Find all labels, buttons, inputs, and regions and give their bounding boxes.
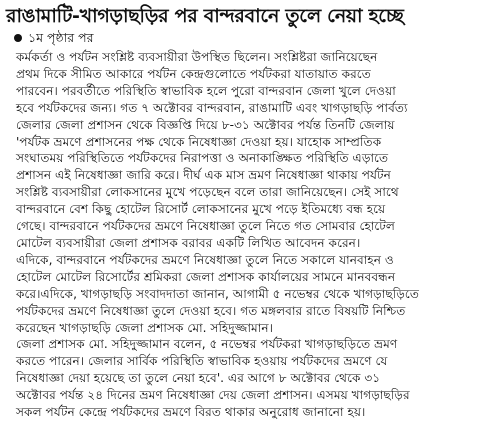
paragraph-2	[6, 252, 473, 337]
paragraph-line: করেছেন খাগড়াছড়ি জেলা প্রশাসক মো. সহিদুজ্জামান।	[16, 320, 273, 335]
paragraph-line: হোটেল মোটেল রিসোর্টের শ্রমিকরা জেলা প্রশাসক কার্যালয়ের সামনে মানববন্ধন	[16, 269, 396, 284]
paragraph-line: জেলা প্রশাসক মো. সহিদুজ্জামান বলেন, ৫ নভেম্বর পর্যটকরা খাগড়াছড়িতে ভ্রমণ	[16, 337, 398, 352]
bullet-icon	[14, 34, 22, 42]
continued-from-label: ১ম পৃষ্ঠার পর	[28, 30, 94, 45]
paragraph-line: কর্মকর্তা ও পর্যটন সংশ্লিষ্ট ব্যবসায়ীরা উপস্থিত ছিলেন। সংশ্লিষ্টরা জানিয়েছেন	[16, 50, 378, 64]
paragraph-line: 'পর্যটক ভ্রমণে প্রশাসনের পক্ষ থেকে নিষেধাজ্ঞা দেওয়া হয়। যাহোক সাম্প্রতিক	[16, 134, 382, 149]
paragraph-line: বান্দরবানে বেশ কিছু হোটেল রিসোর্ট লোকসানের মুখে পড়ে ইতিমধ্যে বন্ধ হয়ে	[16, 202, 386, 217]
paragraph-line: গেছে। বান্দরবানে পর্যটকদের ভ্রমণে নিষেধাজ্ঞা তুলে নিতে গত সোমবার হোটেল	[16, 219, 395, 234]
paragraph-line: মোটেল ব্যবসায়ীরা জেলা প্রশাসক বরাবর একটি লিখিত আবেদন করেন।	[16, 235, 361, 250]
paragraph-line: অক্টোবর পর্যন্ত ২৪ দিনের ভ্রমণ নিষেধাজ্ঞা দেয় জেলা প্রশাসন। এসময় খাগড়াছড়ির	[16, 388, 410, 403]
paragraph-line: সকল পর্যটন কেন্দ্রে পর্যটকদের ভ্রমণে বিরত থাকার অনুরোধ জানানো হয়।	[16, 405, 366, 420]
paragraph-line: নিষেধাজ্ঞা দেয়া হয়েছে তা তুলে নেয়া হবে'. এর আগে ৮ অক্টোবর থেকে ৩১	[16, 371, 381, 386]
paragraph-line: হবে পর্যটকদের জন্য। গত ৭ অক্টোবর বান্দরবান, রাঙামাটি এবং খাগড়াছড়ি পার্বত্য	[16, 100, 408, 115]
headline: রাঙামাটি-খাগড়াছড়ির পর বান্দরবানে তুলে নেয়া হচ্ছে	[6, 5, 404, 27]
paragraph-line: এদিকে, বান্দরবানে পর্যটকদের ভ্রমণে নিষেধাজ্ঞা তুলে নিতে সকালে যানবাহন ও	[16, 252, 394, 267]
paragraph-line: পর্যটকদের ভ্রমণে নিষেধাজ্ঞা তুলে দেওয়া হবে। গত মঙ্গলবার রাতে বিষয়টি নিশ্চিত	[16, 303, 406, 318]
paragraph-line: প্রশাসন এই নিষেধাজ্ঞা জারি করে। দীর্ঘ এক মাস ভ্রমণ নিষেধাজ্ঞা থাকায় পর্যটন	[16, 168, 391, 183]
paragraph-line: করতে পারেন। জেলার সার্বিক পরিস্থিতি স্বাভাবিক হওয়ায় পর্যটকদের ভ্রমণে যে	[16, 354, 388, 369]
continuation-marker	[14, 30, 473, 46]
paragraph-line: জেলার জেলা প্রশাসন থেকে বিজ্ঞপ্তি দিয়ে ৮-৩১ অক্টোবর পর্যন্ত তিনটি জেলায়	[16, 117, 395, 132]
paragraph-3	[6, 336, 473, 421]
paragraph-line: করে।এদিকে, খাগড়াছড়ি সংবাদদাতা জানান, আগামী ৫ নভেম্বর থেকে খাগড়াছড়িতে	[16, 286, 419, 301]
paragraph-line: সংশ্লিষ্ট ব্যবসায়ীরা লোকসানের মুখে পড়েছেন বলে তারা জানিয়েছেন। সেই সাথে	[16, 185, 399, 200]
paragraph-1	[6, 49, 473, 252]
paragraph-line: সংঘাতময় পরিস্থিতিতে পর্যটকদের নিরাপত্তা ও অনাকাঙ্ক্ষিত পরিস্থিতি এড়াতে	[16, 151, 389, 166]
paragraph-line: প্রথম দিকে সীমিত আকারে পর্যটন কেন্দ্রগুলোতে পর্যটকরা যাতায়াত করতে	[16, 66, 371, 81]
paragraph-line: পারবেন। পরবর্তীতে পরিস্থিতি স্বাভাবিক হলে পুরো বান্দরবান জেলা খুলে দেওয়া	[16, 83, 396, 98]
